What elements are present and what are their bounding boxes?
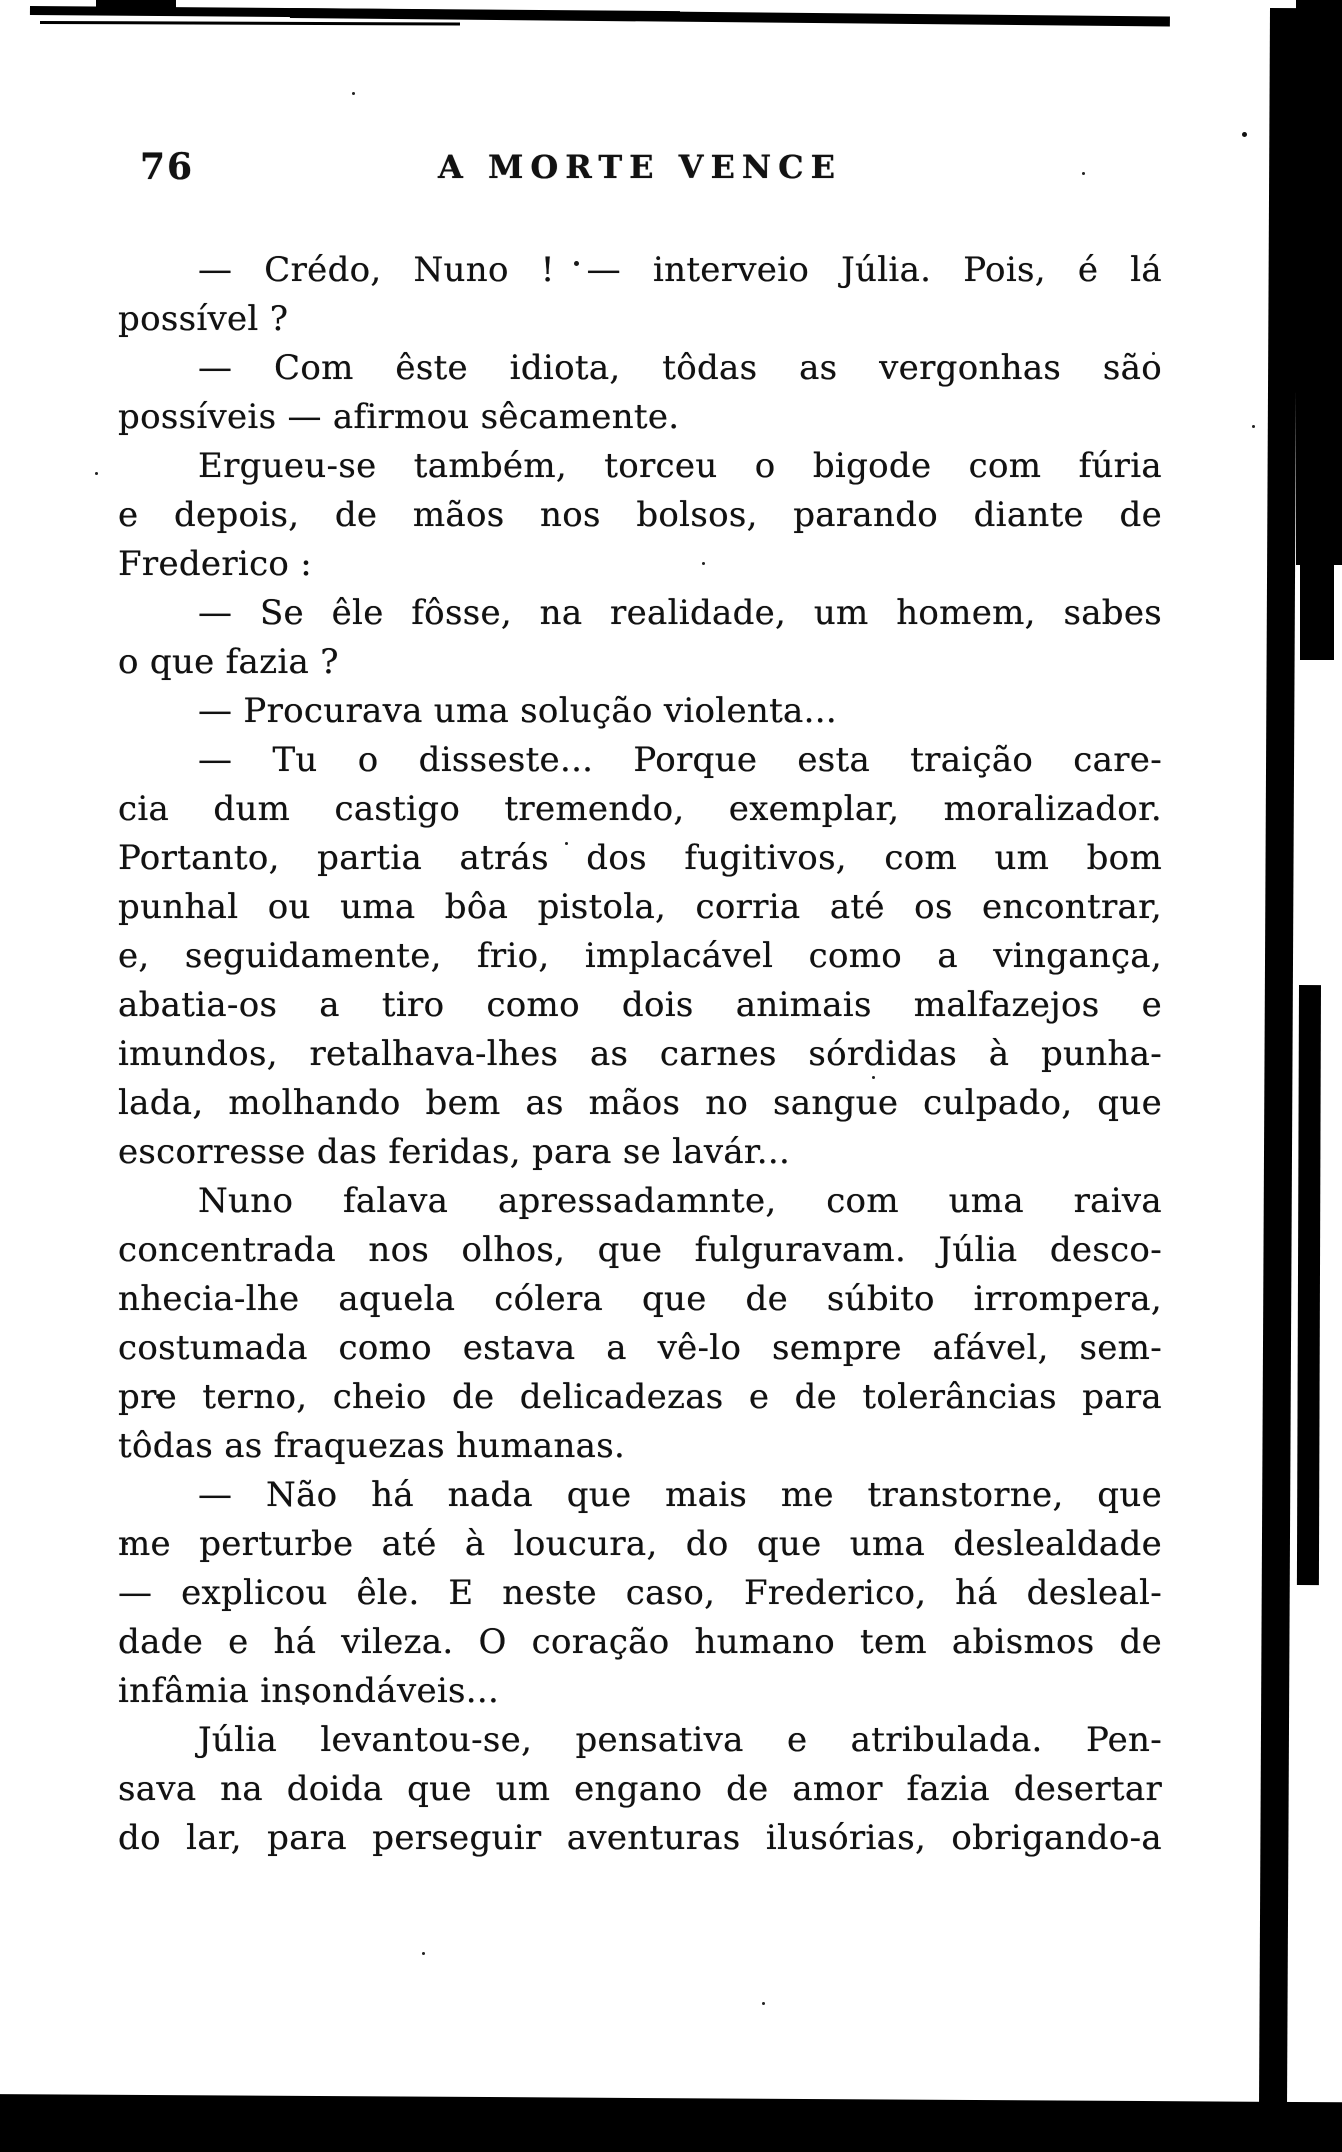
text-line: nhecia-lhe aquela cólera que de súbito irrompera, [118,1279,1162,1319]
scan-artifact-right-band [1300,560,1334,660]
text-line: possíveis — afirmou sêcamente. [118,397,680,437]
text-line: tôdas as fraquezas humanas. [118,1426,626,1466]
text-line: Ergueu-se também, torceu o bigode com fúria [198,446,1162,486]
paragraph [118,1716,1162,1863]
text-line: me perturbe até à loucura, do que uma deslealdade [118,1524,1162,1564]
text-line: infâmia insondáveis... [118,1671,500,1711]
scan-artifact-right-band [1297,985,1321,1585]
text-line: — Tu o disseste... Porque esta traição care- [198,740,1162,780]
text-line: imundos, retalhava-lhes as carnes sórdidas à punha- [118,1034,1162,1074]
text-line: do lar, para perseguir aventuras ilusórias, obrigando-a [118,1818,1162,1858]
text-line: Portanto, partia atrás dos fugitivos, com um bom [118,838,1162,878]
text-line: — Se êle fôsse, na realidade, um homem, sabes [198,593,1162,633]
text-line: costumada como estava a vê-lo sempre afável, sem- [118,1328,1162,1368]
text-line: — Com êste idiota, tôdas as vergonhas são [198,348,1162,388]
text-line: Nuno falava apressadamnte, com uma raiva [198,1181,1162,1221]
text-line: o que fazia ? [118,642,339,682]
text-line: punhal ou uma bôa pistola, corria até os encontrar, [118,887,1162,927]
text-line: lada, molhando bem as mãos no sangue culpado, que [118,1083,1162,1123]
scan-artifact-top-edge [40,21,460,25]
paragraph [118,246,1162,344]
text-line: dade e há vileza. O coração humano tem abismos de [118,1622,1162,1662]
text-line: escorresse das feridas, para se lavár... [118,1132,791,1172]
paragraph [118,442,1162,589]
paragraph [118,687,1162,736]
text-line: pre terno, cheio de delicadezas e de tolerâncias para [118,1377,1162,1417]
paragraph [118,589,1162,687]
scan-artifact-right-band [1259,8,1298,2152]
text-line: sava na doida que um engano de amor fazia desertar [118,1769,1162,1809]
paragraph [118,1177,1162,1471]
paragraph [118,736,1162,1177]
paragraph [118,344,1162,442]
text-line: Júlia levantou-se, pensativa e atribulada. Pen- [198,1720,1162,1760]
text-line: cia dum castigo tremendo, exemplar, moralizador. [118,789,1162,829]
body-text [118,246,1162,1863]
scan-artifact-right-band [1296,0,1342,565]
text-line: abatia-os a tiro como dois animais malfazejos e [118,985,1162,1025]
paragraph [118,1471,1162,1716]
text-line: possível ? [118,299,289,339]
scan-artifact-bottom-band [0,2094,1342,2152]
scan-noise-specks [0,0,3,3]
running-header-title: A MORTE VENCE [438,148,842,186]
text-line: — Procurava uma solução violenta... [198,691,837,731]
text-line: concentrada nos olhos, que fulguravam. Júlia desco- [118,1230,1162,1270]
text-line: — explicou êle. E neste caso, Frederico, há desleal- [118,1573,1162,1613]
text-line: e, seguidamente, frio, implacável como a vingança, [118,936,1162,976]
text-line: Frederico : [118,544,313,584]
text-line: — Não há nada que mais me transtorne, que [198,1475,1162,1515]
text-line: e depois, de mãos nos bolsos, parando diante de [118,495,1162,535]
page-number: 76 [140,146,195,188]
text-line: — Crédo, Nuno ! — interveio Júlia. Pois, é lá [198,250,1162,290]
